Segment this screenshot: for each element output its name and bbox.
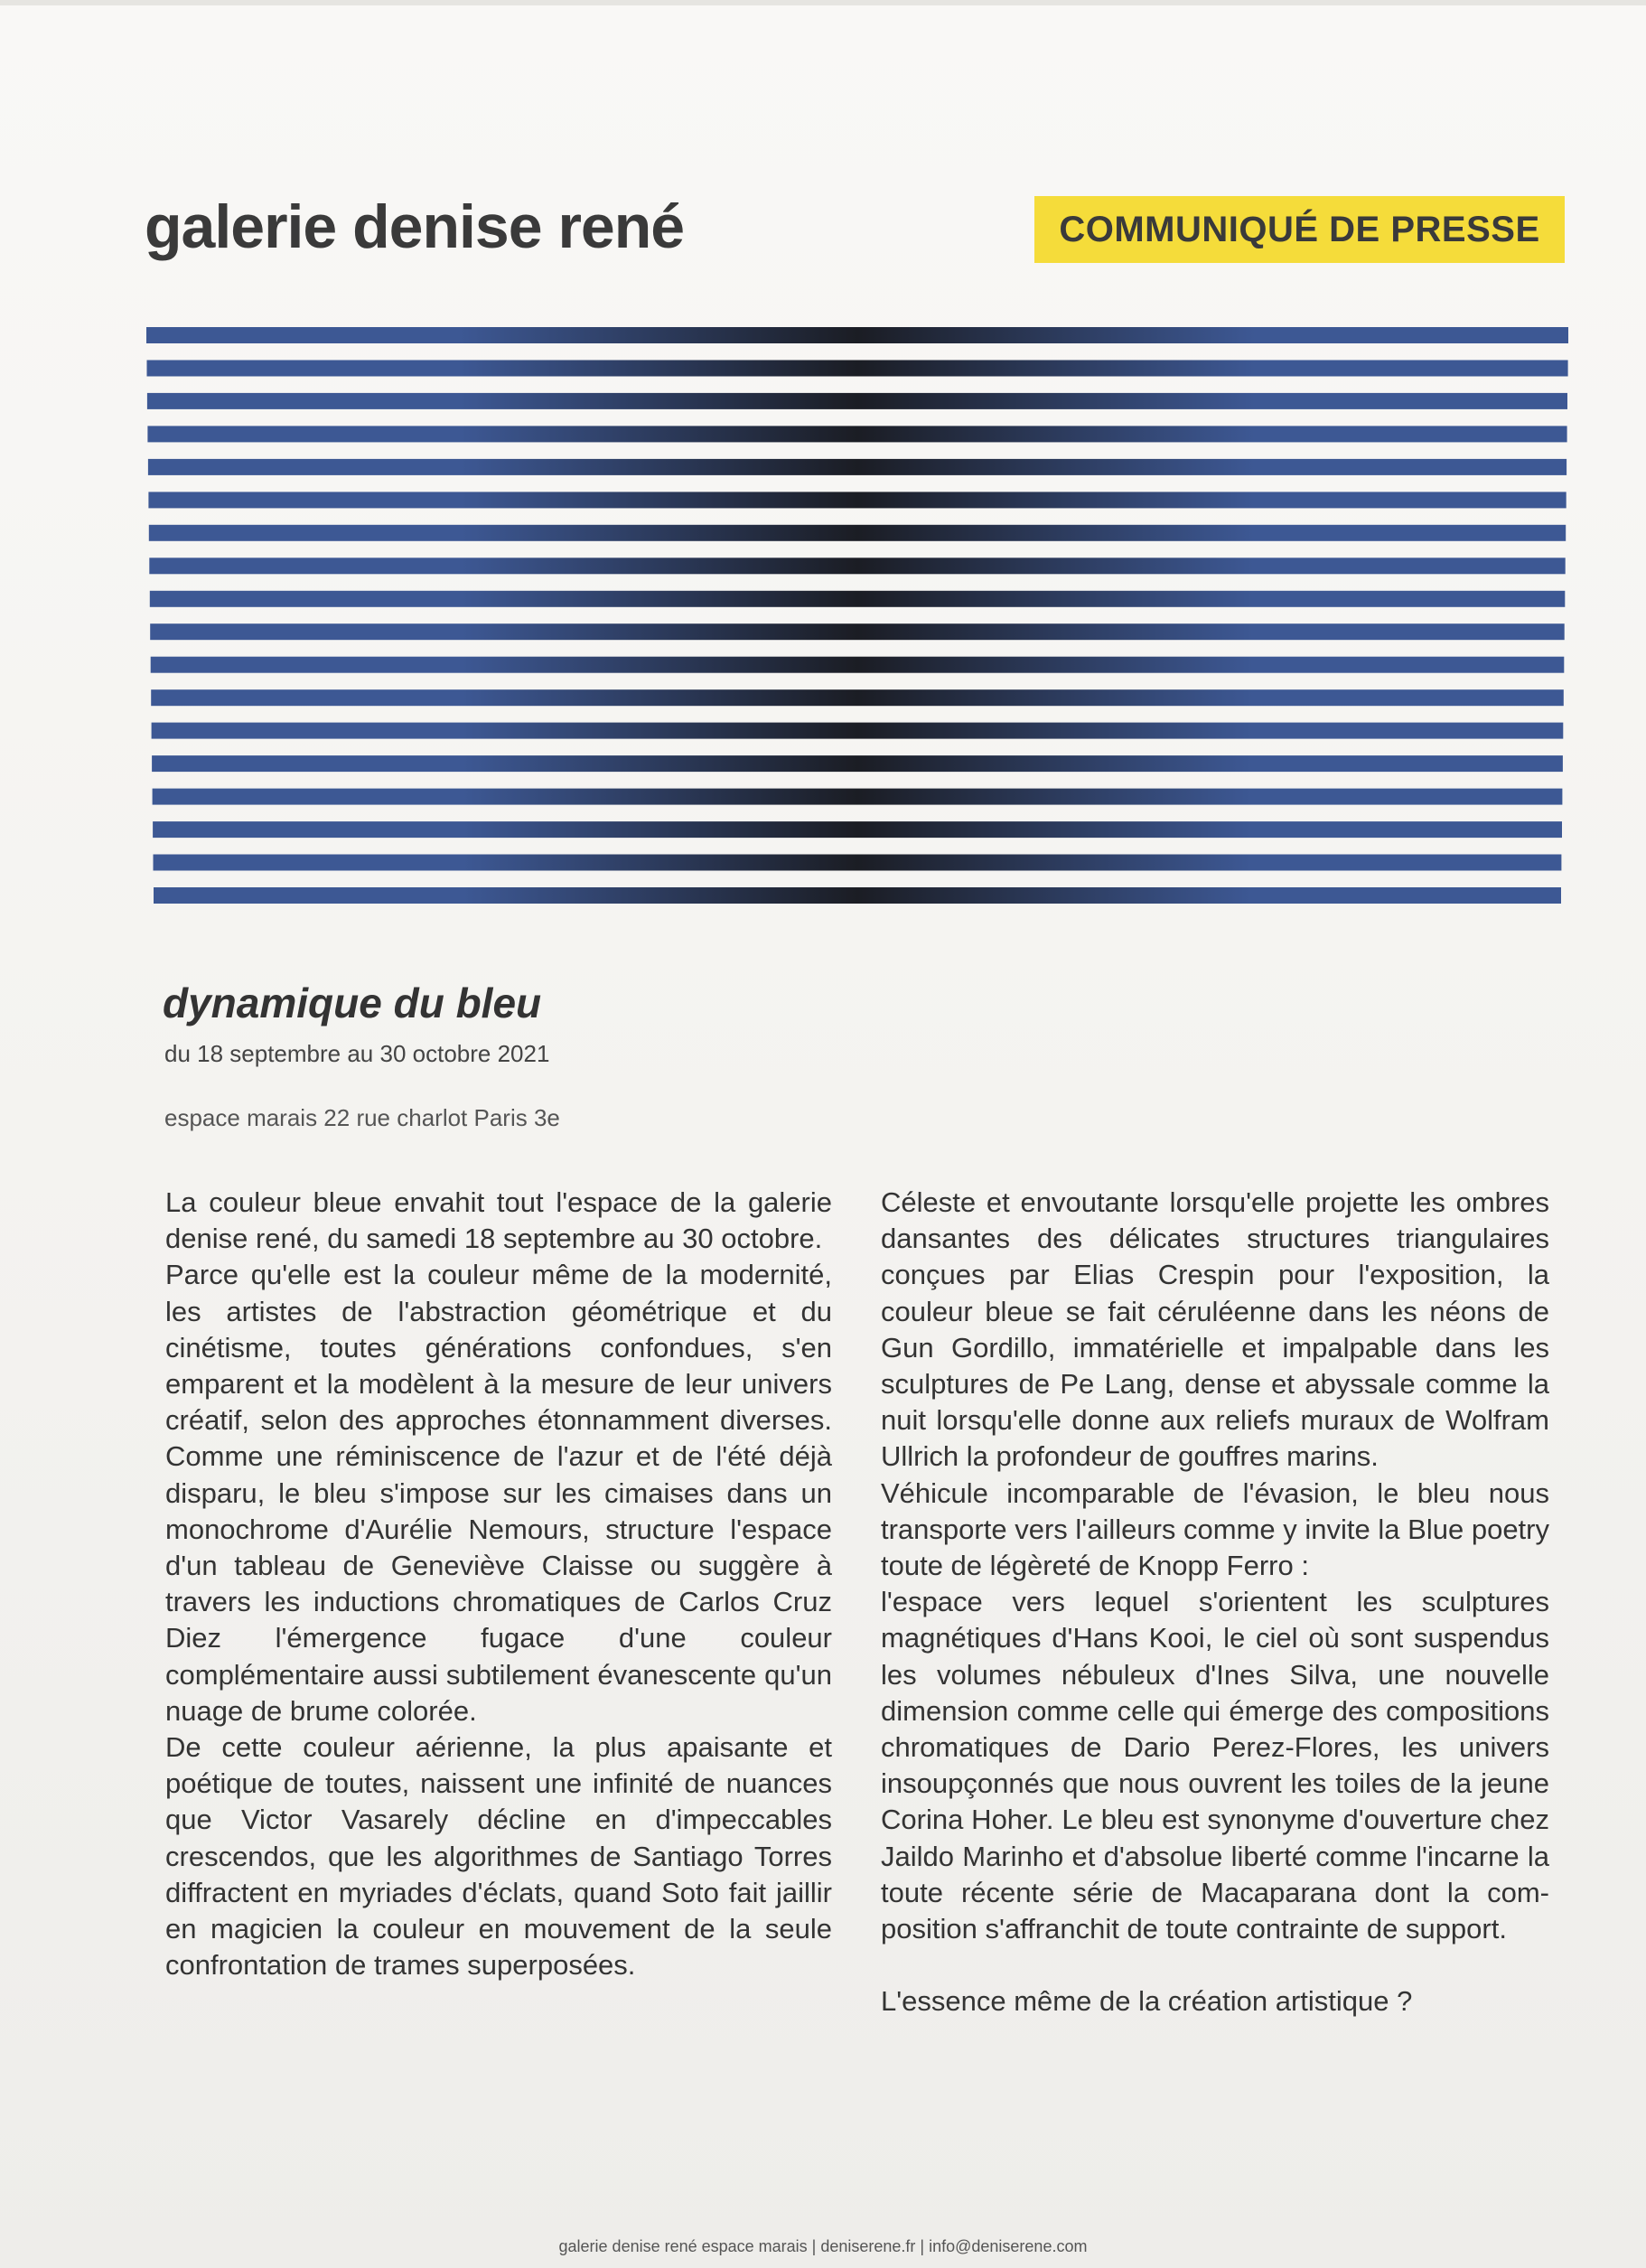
exhibition-address: espace marais 22 rue charlot Paris 3e: [164, 1104, 560, 1131]
striped-artwork-image: [145, 327, 1570, 904]
artwork-stripe: [148, 459, 1567, 475]
press-release-badge: [1034, 196, 1565, 263]
artwork-stripe: [146, 327, 1568, 343]
artwork-stripe: [151, 657, 1565, 673]
artwork-stripe: [148, 492, 1566, 508]
press-release-label: COMMUNIQUÉ DE PRESSE: [1059, 209, 1540, 249]
body-paragraph: De cette couleur aérienne, la plus apaisante et poétique de toutes, naissent une infinité de nuances que Victor Vasarely décline en d'impeccables crescendos, que les algorithmes de Santiago Torres diffractent en myriades d'éclats, quand Soto fait jaillir en magicien la couleur en mouvement de la seule confrontation de trames superposées.: [165, 1731, 832, 1982]
artwork-stripe: [154, 887, 1561, 904]
body-paragraph: Véhicule incomparable de l'évasion, le bleu nous transporte vers l'ailleurs comme y invite la Blue poetry toute de légèreté de Knopp Ferro :: [881, 1476, 1549, 1582]
exhibition-title: dynamique du bleu: [163, 979, 542, 1026]
artwork-stripe: [154, 855, 1562, 871]
artwork-stripes: [146, 327, 1568, 904]
artwork-stripe: [149, 558, 1565, 574]
artwork-stripe: [147, 426, 1567, 442]
artwork-stripe: [147, 361, 1568, 377]
body-paragraph: l'espace vers lequel s'orientent les sculptures magnétiques d'Hans Kooi, le ciel où sont suspendus les volumes nébuleux d'Ines Silva, une nouvelle dimension comme celle qui émerge des compositions chromatiques de Dario Perez-Flores, les univers insoupçonnés que nous ouvrent les toiles de la jeune Corina Hoher. Le bleu est synonyme d'ouverture chez Jaildo Marinho et d'absolue liberté comme l'incarne la toute récente série de Macaparana dont la composition s'affranchit de toute contrainte de support.: [881, 1586, 1549, 1945]
body-column-right: [881, 1185, 1549, 2020]
artwork-stripe: [147, 393, 1567, 409]
gallery-name: galerie denise rené: [145, 192, 685, 261]
closing-question: L'essence même de la création artistique ?: [881, 1985, 1413, 2018]
body-paragraph: Parce qu'elle est la couleur même de la modernité, les artistes de l'abstraction géométrique et du cinétisme, toutes générations confondues, s'en emparent et la modèlent à la mesure de leur univers créatif, selon des approches étonnamment diverses. Comme une réminiscence de l'azur et de l'été déjà disparu, le bleu s'impose sur les cimaises dans un monochrome d'Aurélie Nemours, structure l'espace d'un tableau de Geneviève Claisse ou suggère à travers les inductions chromatiques de Carlos Cruz Diez l'émergence fugace d'une couleur complémentaire aussi subtilement évanescente qu'un nuage de brume colorée.: [165, 1259, 832, 1727]
footer-contact: galerie denise rené espace marais | deniserene.fr | info@deniserene.com: [558, 2237, 1088, 2255]
artwork-stripe: [151, 689, 1564, 706]
body-paragraph: Céleste et envoutante lorsqu'elle projette les ombres dansantes des délicates structures triangulaires conçues par Elias Crespin pour l'exposition, la couleur bleue se fait céruléenne dans les néons de Gun Gordillo, immatérielle et impalpable dans les sculptures de Pe Lang, dense et abyssale comme la nuit lorsqu'elle donne aux reliefs muraux de Wolfram Ullrich la profondeur de gouffres marins.: [881, 1186, 1549, 1473]
artwork-stripe: [150, 623, 1565, 640]
exhibition-dates: du 18 septembre au 30 octobre 2021: [164, 1040, 550, 1067]
artwork-stripe: [153, 789, 1563, 805]
artwork-stripe: [152, 723, 1564, 739]
page-top-edge: [0, 0, 1646, 5]
artwork-stripe: [152, 755, 1563, 772]
striped-artwork-svg: [145, 327, 1570, 904]
artwork-stripe: [149, 525, 1566, 541]
artwork-stripe: [153, 821, 1562, 838]
artwork-stripe: [150, 591, 1566, 607]
body-column-left: [165, 1185, 832, 1983]
body-paragraph: La couleur bleue envahit tout l'espace de la galerie denise rené, du samedi 18 septembre au 30 octobre.: [165, 1186, 832, 1255]
